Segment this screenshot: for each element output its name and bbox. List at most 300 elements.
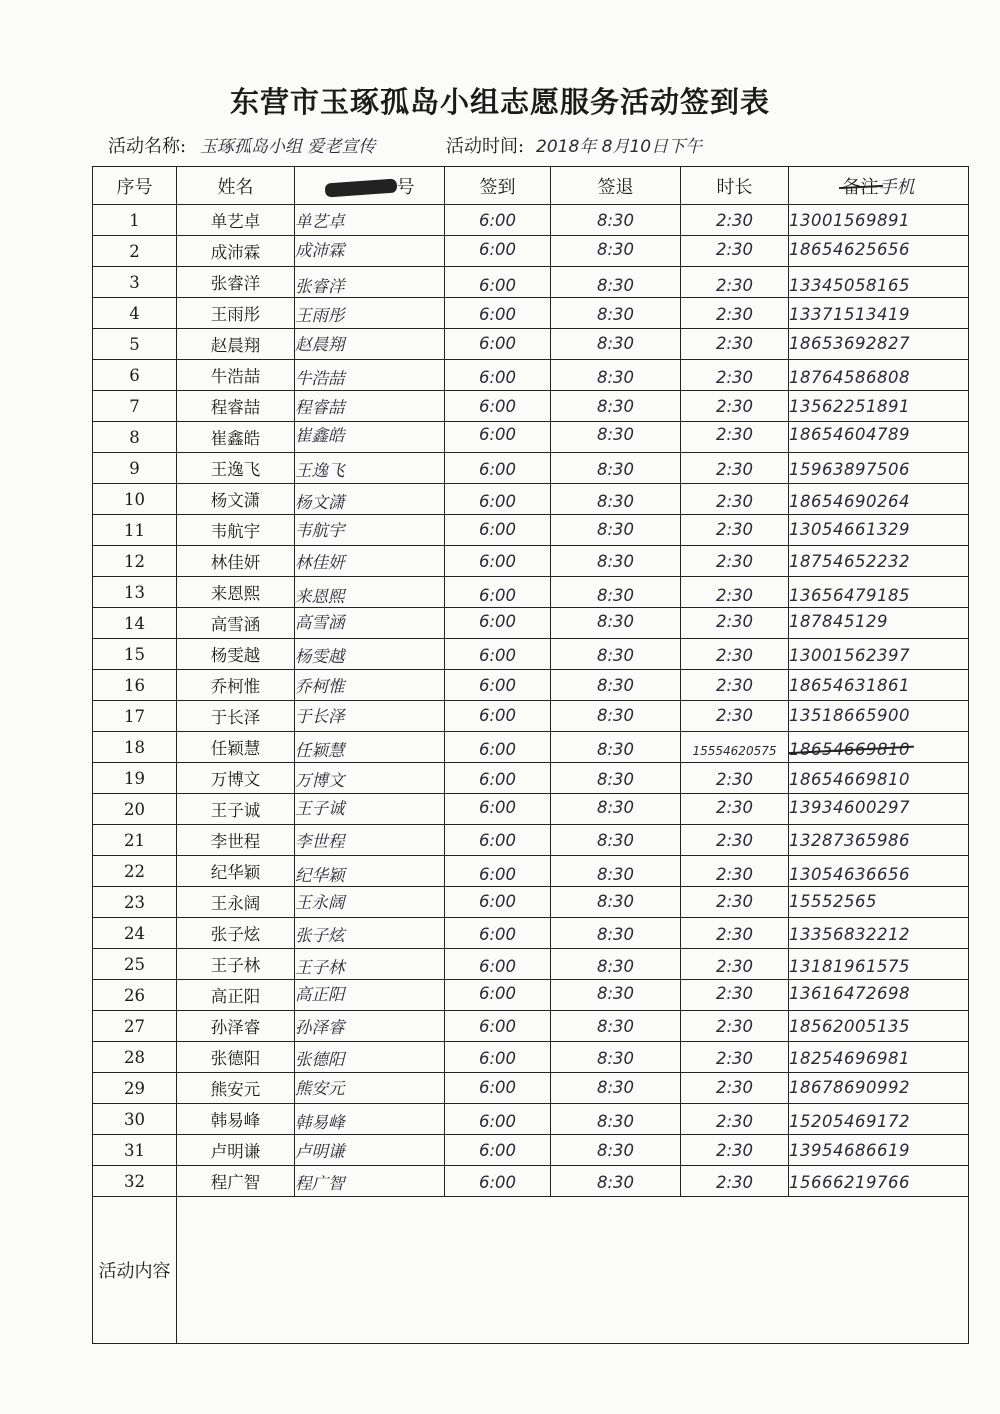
- table-row: [93, 1104, 969, 1135]
- row-sign-in-time: [445, 205, 551, 236]
- row-sign-in-time-text: 6:00: [478, 645, 517, 665]
- row-number: [93, 918, 177, 949]
- row-signature: [295, 825, 445, 856]
- row-signature: [295, 794, 445, 825]
- row-signature-text: 王子林: [295, 958, 345, 977]
- row-number: [93, 732, 177, 763]
- row-phone: [789, 453, 969, 484]
- row-sign-in-time-text: 6:00: [478, 1016, 517, 1036]
- row-signature: [295, 1042, 445, 1073]
- row-duration-text: 2:30: [715, 1172, 754, 1192]
- row-phone: [789, 360, 969, 391]
- row-sign-in-time: [445, 1166, 551, 1197]
- row-name-text: 王永阔: [210, 894, 261, 913]
- row-number-text: 5: [129, 334, 140, 354]
- row-signature: [295, 701, 445, 732]
- table-body: [93, 205, 969, 1197]
- row-duration-text: 2:30: [715, 983, 754, 1003]
- row-duration-text: 2:30: [715, 611, 754, 631]
- row-signature-text: 纪华颖: [295, 866, 345, 885]
- row-number-text: 19: [124, 768, 145, 788]
- row-sign-out-time-text: 8:30: [596, 983, 635, 1003]
- row-duration-text: 2:30: [715, 367, 754, 387]
- row-name-text: 任颖慧: [210, 739, 261, 758]
- row-duration-text: 2:30: [715, 275, 754, 295]
- row-number-text: 32: [124, 1171, 145, 1191]
- header-remark-crossed: 备注: [843, 173, 879, 199]
- row-name: [177, 453, 295, 484]
- row-sign-in-time: [445, 887, 551, 918]
- row-sign-in-time-text: 6:00: [478, 367, 517, 387]
- row-number-text: 11: [124, 520, 145, 540]
- row-duration: [681, 515, 789, 546]
- row-phone-text: 13356832212: [789, 924, 910, 944]
- row-name: [177, 1073, 295, 1104]
- row-sign-in-time: [445, 329, 551, 360]
- row-sign-out-time: [551, 887, 681, 918]
- row-sign-in-time: [445, 825, 551, 856]
- row-duration: [681, 1104, 789, 1135]
- row-sign-in-time-text: 6:00: [478, 210, 517, 230]
- row-name: [177, 949, 295, 980]
- table-row: [93, 1166, 969, 1197]
- row-duration: [681, 1135, 789, 1166]
- row-duration: [681, 329, 789, 360]
- row-name-text: 万博文: [210, 770, 261, 789]
- table-row: [93, 1011, 969, 1042]
- row-sign-out-time: [551, 515, 681, 546]
- row-sign-in-time-text: 6:00: [478, 769, 517, 789]
- header-signature-suffix: 号: [396, 176, 415, 198]
- header-sign-out: 签退: [551, 167, 681, 205]
- row-sign-out-time: [551, 918, 681, 949]
- row-signature: [295, 887, 445, 918]
- row-phone-text: 18654604789: [789, 424, 910, 444]
- row-duration-text: 2:30: [715, 585, 754, 605]
- row-sign-out-time: [551, 236, 681, 267]
- row-phone-text: 18654690264: [789, 491, 910, 511]
- table-row: [93, 1042, 969, 1073]
- table-row: [93, 918, 969, 949]
- row-phone: [789, 1166, 969, 1197]
- row-sign-out-time: [551, 763, 681, 794]
- activity-time-label: 活动时间:: [446, 136, 525, 157]
- row-sign-out-time: [551, 701, 681, 732]
- row-phone: [789, 236, 969, 267]
- table-row: [93, 298, 969, 329]
- row-duration: [681, 918, 789, 949]
- row-signature-text: 张子炫: [295, 926, 345, 945]
- row-sign-in-time-text: 6:00: [478, 675, 517, 695]
- row-sign-out-time-text: 8:30: [596, 239, 635, 259]
- table-row: [93, 453, 969, 484]
- row-sign-in-time: [445, 546, 551, 577]
- row-name-text: 王子诚: [210, 801, 261, 820]
- row-name: [177, 1042, 295, 1073]
- row-name: [177, 236, 295, 267]
- row-number: [93, 701, 177, 732]
- row-duration: [681, 1011, 789, 1042]
- row-number: [93, 360, 177, 391]
- row-signature: [295, 670, 445, 701]
- row-duration-text: 15554620575: [692, 743, 777, 758]
- row-number-text: 7: [129, 396, 140, 416]
- row-sign-in-time-text: 6:00: [478, 491, 517, 511]
- row-sign-in-time-text: 6:00: [478, 611, 517, 631]
- row-number: [93, 1042, 177, 1073]
- row-signature: [295, 1135, 445, 1166]
- row-sign-out-time: [551, 794, 681, 825]
- row-duration: [681, 484, 789, 515]
- row-name: [177, 856, 295, 887]
- row-sign-out-time-text: 8:30: [596, 769, 635, 789]
- row-signature: [295, 1166, 445, 1197]
- header-row: [93, 167, 969, 205]
- row-sign-in-time-text: 6:00: [478, 1172, 517, 1192]
- row-phone: [789, 1011, 969, 1042]
- row-number: [93, 1073, 177, 1104]
- row-signature-text: 王子诚: [295, 799, 345, 818]
- row-signature-text: 韩易峰: [295, 1113, 345, 1132]
- row-phone-text: 13001569891: [789, 210, 910, 230]
- row-name: [177, 980, 295, 1011]
- row-signature: [295, 484, 445, 515]
- row-phone-text: 18562005135: [789, 1016, 910, 1036]
- row-sign-in-time-text: 6:00: [478, 519, 517, 539]
- row-name: [177, 205, 295, 236]
- row-duration-text: 2:30: [715, 830, 754, 850]
- row-duration: [681, 732, 789, 763]
- row-phone-text: 18653692827: [789, 333, 910, 353]
- row-sign-in-time: [445, 484, 551, 515]
- row-name: [177, 763, 295, 794]
- row-name: [177, 918, 295, 949]
- row-sign-in-time: [445, 453, 551, 484]
- row-phone-text: 13656479185: [789, 585, 910, 605]
- row-number: [93, 298, 177, 329]
- row-sign-in-time: [445, 701, 551, 732]
- table-row: [93, 267, 969, 298]
- row-name: [177, 608, 295, 639]
- row-number-text: 4: [129, 303, 140, 323]
- row-duration: [681, 1166, 789, 1197]
- row-number: [93, 422, 177, 453]
- row-duration-text: 2:30: [715, 551, 754, 571]
- row-signature-text: 林佳妍: [295, 553, 345, 572]
- row-name-text: 杨文潇: [210, 491, 261, 510]
- table-row: [93, 236, 969, 267]
- header-sign-in: 签到: [445, 167, 551, 205]
- row-duration-text: 2:30: [715, 333, 754, 353]
- row-signature: [295, 1104, 445, 1135]
- table-row: [93, 639, 969, 670]
- row-number-text: 17: [124, 706, 145, 726]
- row-phone-text: 13954686619: [789, 1140, 910, 1160]
- row-sign-in-time: [445, 1073, 551, 1104]
- table-row: [93, 608, 969, 639]
- row-name-text: 杨雯越: [210, 646, 261, 665]
- row-name-text: 王雨彤: [210, 305, 261, 324]
- row-signature: [295, 515, 445, 546]
- row-sign-out-time: [551, 949, 681, 980]
- scribbled-out-header: [324, 178, 397, 197]
- table-row: [93, 422, 969, 453]
- row-sign-in-time-text: 6:00: [478, 891, 517, 911]
- row-sign-in-time: [445, 577, 551, 608]
- row-phone: [789, 701, 969, 732]
- row-phone-text: 15963897506: [789, 459, 910, 479]
- row-duration-text: 2:30: [715, 424, 754, 444]
- row-signature: [295, 422, 445, 453]
- row-number-text: 16: [124, 675, 145, 695]
- row-phone-text: 187845129: [789, 611, 888, 631]
- row-signature-text: 高正阳: [295, 985, 345, 1004]
- row-number: [93, 1011, 177, 1042]
- row-sign-out-time: [551, 608, 681, 639]
- row-sign-out-time: [551, 825, 681, 856]
- activity-info-line: [108, 130, 968, 158]
- row-sign-out-time: [551, 391, 681, 422]
- row-number-text: 21: [124, 830, 145, 850]
- row-signature-text: 王雨彤: [295, 306, 345, 325]
- row-name-text: 张子炫: [210, 925, 261, 944]
- row-phone: [789, 1073, 969, 1104]
- row-sign-in-time: [445, 918, 551, 949]
- row-sign-out-time: [551, 1042, 681, 1073]
- row-signature-text: 于长泽: [295, 707, 345, 726]
- row-number-text: 15: [124, 644, 145, 664]
- row-sign-in-time-text: 6:00: [478, 551, 517, 571]
- row-phone-text: 13054636656: [789, 864, 910, 884]
- row-signature-text: 程广智: [295, 1174, 345, 1193]
- row-signature: [295, 298, 445, 329]
- row-name: [177, 825, 295, 856]
- row-duration: [681, 298, 789, 329]
- row-number: [93, 1104, 177, 1135]
- row-sign-in-time: [445, 732, 551, 763]
- table-row: [93, 1135, 969, 1166]
- row-signature-text: 卢明谦: [295, 1142, 345, 1161]
- row-number: [93, 825, 177, 856]
- row-phone-text: 18654625656: [789, 239, 910, 259]
- row-number: [93, 670, 177, 701]
- row-name: [177, 391, 295, 422]
- row-sign-out-time: [551, 639, 681, 670]
- row-sign-out-time: [551, 1166, 681, 1197]
- row-signature: [295, 546, 445, 577]
- row-name-text: 张睿洋: [210, 274, 261, 293]
- row-duration-text: 2:30: [715, 956, 754, 976]
- row-name-text: 高雪涵: [210, 615, 261, 634]
- row-name-text: 王子林: [210, 956, 261, 975]
- row-signature-text: 张德阳: [295, 1050, 345, 1069]
- row-duration: [681, 453, 789, 484]
- row-duration-text: 2:30: [715, 769, 754, 789]
- row-duration-text: 2:30: [715, 645, 754, 665]
- row-signature-text: 高雪涵: [295, 613, 345, 632]
- table-row: [93, 887, 969, 918]
- table-row: [93, 1073, 969, 1104]
- row-sign-out-time-text: 8:30: [596, 1111, 635, 1131]
- table-row: [93, 701, 969, 732]
- row-signature: [295, 1011, 445, 1042]
- row-sign-out-time-text: 8:30: [596, 275, 635, 295]
- row-duration: [681, 391, 789, 422]
- row-name-text: 熊安元: [210, 1080, 261, 1099]
- row-phone: [789, 763, 969, 794]
- row-sign-in-time-text: 6:00: [478, 1140, 517, 1160]
- row-phone: [789, 670, 969, 701]
- row-phone-text: 13616472698: [789, 983, 910, 1003]
- row-phone: [789, 918, 969, 949]
- row-name: [177, 546, 295, 577]
- row-duration: [681, 887, 789, 918]
- row-sign-out-time-text: 8:30: [596, 924, 635, 944]
- row-signature: [295, 267, 445, 298]
- row-duration: [681, 825, 789, 856]
- row-number: [93, 856, 177, 887]
- row-signature-text: 牛浩喆: [295, 369, 345, 388]
- row-duration: [681, 670, 789, 701]
- row-duration-text: 2:30: [715, 797, 754, 817]
- table-row: [93, 980, 969, 1011]
- row-name-text: 成沛霖: [210, 243, 261, 262]
- row-name-text: 乔柯惟: [210, 677, 261, 696]
- row-duration: [681, 1073, 789, 1104]
- row-name-text: 单艺卓: [210, 212, 261, 231]
- row-name-text: 来恩熙: [210, 584, 261, 603]
- row-sign-in-time: [445, 298, 551, 329]
- row-signature-text: 杨文潇: [295, 493, 345, 512]
- row-duration-text: 2:30: [715, 491, 754, 511]
- row-signature-text: 成沛霖: [295, 241, 345, 260]
- row-name: [177, 1104, 295, 1135]
- activity-content-area: [177, 1197, 969, 1344]
- row-name: [177, 329, 295, 360]
- header-remark: [789, 167, 969, 205]
- table-row: [93, 763, 969, 794]
- row-name-text: 赵晨翔: [210, 336, 261, 355]
- row-phone: [789, 732, 969, 763]
- row-number: [93, 794, 177, 825]
- table-row: [93, 484, 969, 515]
- row-number: [93, 608, 177, 639]
- header-duration: 时长: [681, 167, 789, 205]
- row-sign-out-time: [551, 980, 681, 1011]
- row-sign-out-time-text: 8:30: [596, 830, 635, 850]
- row-sign-out-time-text: 8:30: [596, 304, 635, 324]
- row-sign-in-time-text: 6:00: [478, 797, 517, 817]
- row-name: [177, 422, 295, 453]
- row-number: [93, 484, 177, 515]
- row-name-text: 牛浩喆: [210, 367, 261, 386]
- row-number: [93, 267, 177, 298]
- row-sign-in-time-text: 6:00: [478, 424, 517, 444]
- row-number: [93, 949, 177, 980]
- row-phone-text: 18254696981: [789, 1048, 910, 1068]
- table-row: [93, 825, 969, 856]
- row-sign-in-time-text: 6:00: [478, 705, 517, 725]
- row-sign-in-time-text: 6:00: [478, 459, 517, 479]
- row-phone-text: 18764586808: [789, 367, 910, 387]
- row-sign-in-time: [445, 639, 551, 670]
- row-sign-in-time: [445, 1042, 551, 1073]
- row-signature: [295, 608, 445, 639]
- row-signature-text: 孙泽睿: [295, 1018, 345, 1037]
- row-sign-in-time-text: 6:00: [478, 830, 517, 850]
- header-no: 序号: [93, 167, 177, 205]
- row-sign-in-time-text: 6:00: [478, 585, 517, 605]
- row-name-text: 程广智: [210, 1173, 261, 1192]
- row-phone: [789, 949, 969, 980]
- row-duration-text: 2:30: [715, 1140, 754, 1160]
- row-phone: [789, 298, 969, 329]
- row-phone-text: 13001562397: [789, 645, 910, 665]
- row-sign-out-time-text: 8:30: [596, 333, 635, 353]
- row-sign-out-time: [551, 546, 681, 577]
- row-duration-text: 2:30: [715, 239, 754, 259]
- row-duration-text: 2:30: [715, 675, 754, 695]
- table-row: [93, 732, 969, 763]
- row-name-text: 张德阳: [210, 1049, 261, 1068]
- table-row: [93, 329, 969, 360]
- row-sign-in-time: [445, 391, 551, 422]
- row-number: [93, 577, 177, 608]
- row-number-text: 23: [124, 892, 145, 912]
- row-phone: [789, 887, 969, 918]
- sign-in-table: [92, 166, 969, 1344]
- row-sign-out-time-text: 8:30: [596, 1048, 635, 1068]
- row-duration: [681, 577, 789, 608]
- row-number: [93, 453, 177, 484]
- row-sign-out-time-text: 8:30: [596, 367, 635, 387]
- activity-name-label: 活动名称:: [108, 136, 187, 157]
- row-number-text: 31: [124, 1140, 145, 1160]
- row-signature: [295, 205, 445, 236]
- row-duration-text: 2:30: [715, 1016, 754, 1036]
- row-sign-out-time: [551, 732, 681, 763]
- row-signature-text: 韦航宇: [295, 521, 345, 540]
- row-phone: [789, 329, 969, 360]
- row-phone-text: 13181961575: [789, 956, 910, 976]
- row-name-text: 纪华颖: [210, 863, 261, 882]
- row-phone: [789, 546, 969, 577]
- page-title: 东营市玉琢孤岛小组志愿服务活动签到表: [229, 85, 770, 119]
- row-duration: [681, 980, 789, 1011]
- row-signature: [295, 360, 445, 391]
- row-duration-text: 2:30: [715, 459, 754, 479]
- row-duration: [681, 639, 789, 670]
- row-duration: [681, 856, 789, 887]
- row-number-text: 20: [124, 799, 145, 819]
- table-row: [93, 949, 969, 980]
- row-signature-text: 张睿洋: [295, 277, 345, 296]
- row-sign-in-time: [445, 794, 551, 825]
- row-duration-text: 2:30: [715, 705, 754, 725]
- row-phone: [789, 825, 969, 856]
- row-phone: [789, 1135, 969, 1166]
- row-number-text: 2: [129, 241, 140, 261]
- row-name: [177, 1011, 295, 1042]
- row-sign-out-time-text: 8:30: [596, 551, 635, 571]
- row-signature: [295, 639, 445, 670]
- row-name-text: 林佳妍: [210, 553, 261, 572]
- activity-content-label: 活动内容: [93, 1197, 177, 1344]
- row-signature: [295, 918, 445, 949]
- row-name-text: 程睿喆: [210, 398, 261, 417]
- row-number-text: 27: [124, 1016, 145, 1036]
- row-duration: [681, 267, 789, 298]
